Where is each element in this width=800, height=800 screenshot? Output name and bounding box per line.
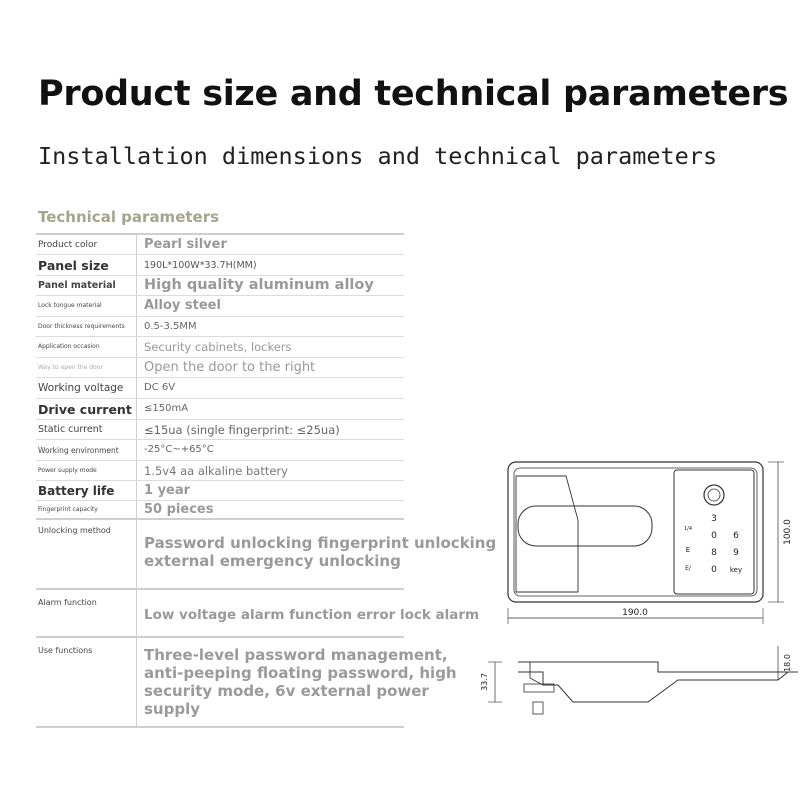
param-row-use-functions: [36, 638, 457, 728]
param-label: Panel size: [38, 258, 109, 273]
param-label: Working voltage: [38, 382, 124, 394]
param-row-environment: [36, 440, 404, 461]
param-row-battery-life: [36, 481, 404, 501]
param-value: Three-level password management, anti-peeping floating password, high security mode, 6v external power supply: [144, 646, 457, 718]
param-label: Working environment: [38, 446, 119, 455]
key-symbol: E/: [685, 565, 691, 572]
parameters-table: [36, 233, 497, 728]
param-row-door-thickness: [36, 317, 404, 337]
param-value: ≤150mA: [144, 403, 189, 414]
param-value: 190L*100W*33.7H(MM): [144, 260, 257, 271]
lock-tongue: [533, 702, 543, 714]
param-value: 1.5v4 aa alkaline battery: [144, 464, 288, 478]
param-label: Panel material: [38, 280, 116, 291]
page-subtitle: Installation dimensions and technical parameters: [38, 142, 718, 170]
height-dimension: 100.0: [783, 519, 793, 545]
param-row-application: [36, 337, 404, 358]
param-value: Low voltage alarm function error lock alarm: [144, 607, 480, 623]
param-label: Unlocking method: [38, 526, 111, 535]
param-label: Battery life: [38, 484, 115, 498]
table-heading: Technical parameters: [38, 208, 220, 226]
param-row-door-opening: [36, 358, 404, 378]
param-label: Lock tongue material: [38, 302, 102, 309]
param-row-panel-material: [36, 276, 404, 296]
key-symbol: E: [685, 546, 691, 554]
width-dimension: 190.0: [622, 608, 648, 618]
thickness-dimension: 33.7: [480, 673, 489, 691]
param-row-unlocking-method: [36, 520, 497, 590]
param-label: Alarm function: [38, 598, 97, 607]
param-row-panel-size: [36, 255, 404, 276]
param-value: 1 year: [144, 483, 191, 498]
page-title: Product size and technical parameters: [38, 74, 789, 114]
param-label: Power supply mode: [38, 467, 97, 474]
param-row-fingerprint-capacity: [36, 501, 404, 520]
param-label: Way to open the door: [38, 364, 103, 371]
param-value: Password unlocking fingerprint unlocking external emergency unlocking: [144, 534, 497, 570]
param-label: Fingerprint capacity: [38, 506, 98, 513]
handle-bar: [518, 506, 652, 546]
key-symbol: key: [729, 566, 743, 574]
param-label: Use functions: [38, 646, 93, 655]
panel-outline: [508, 462, 763, 602]
key-label: 8: [711, 548, 717, 558]
param-row-power-supply: [36, 461, 404, 481]
param-value: Alloy steel: [144, 298, 221, 313]
param-row-alarm-function: [36, 590, 480, 638]
param-row-working-voltage: [36, 378, 404, 399]
param-value: DC 6V: [144, 382, 176, 393]
param-row-static-current: [36, 420, 404, 440]
fingerprint-sensor-icon: [704, 485, 724, 505]
param-value: -25°C~+65°C: [144, 444, 214, 455]
lock-dimension-drawing: [478, 440, 800, 740]
param-label: Application occasion: [38, 343, 100, 350]
handle-recess: [516, 476, 578, 592]
param-label: Product color: [38, 240, 98, 250]
key-label: 6: [733, 531, 739, 541]
param-row-lock-tongue: [36, 296, 404, 317]
param-value: 50 pieces: [144, 502, 214, 517]
param-value: High quality aluminum alloy: [144, 277, 374, 293]
param-label: Drive current: [38, 402, 132, 417]
param-value: Open the door to the right: [144, 360, 316, 375]
param-row-product-color: [36, 233, 404, 255]
param-value: Pearl silver: [144, 237, 227, 252]
param-value: 0.5-3.5MM: [144, 321, 197, 332]
param-value: ≤15ua (single fingerprint: ≤25ua): [144, 423, 340, 437]
param-row-drive-current: [36, 399, 404, 420]
key-label: 9: [733, 548, 739, 558]
key-label: 3: [711, 514, 717, 524]
param-label: Static current: [38, 424, 103, 435]
key-label: 0: [711, 565, 717, 575]
param-label: Door thickness requirements: [38, 323, 125, 330]
param-value: Security cabinets, lockers: [144, 340, 292, 354]
key-label: 0: [711, 531, 717, 541]
key-symbol: 1/4: [683, 526, 693, 532]
panel-dimension: 18.0: [783, 654, 792, 672]
